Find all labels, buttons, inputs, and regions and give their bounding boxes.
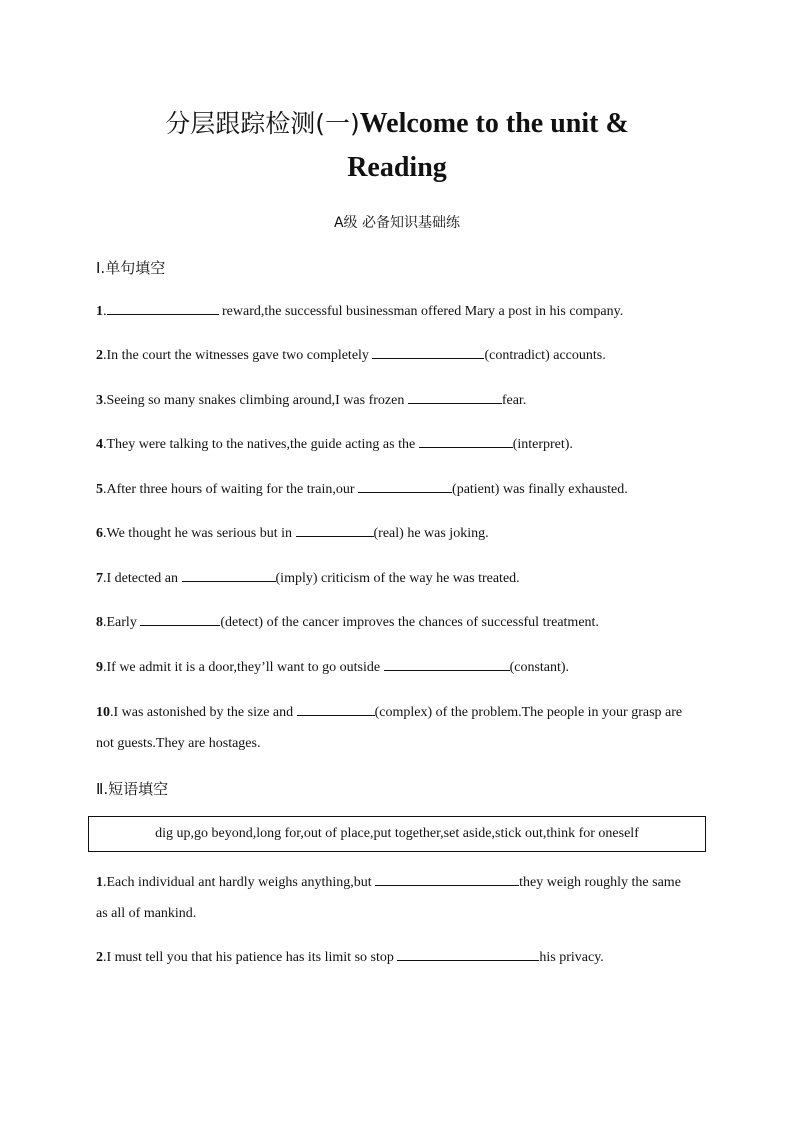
- question-5: [96, 474, 706, 505]
- question-text: .I was astonished by the size and: [110, 705, 297, 720]
- title-chinese: 分层跟踪检测(一): [165, 109, 360, 138]
- question-text: (patient) was finally exhausted.: [452, 482, 628, 497]
- question-number: 10: [96, 705, 110, 720]
- answer-blank[interactable]: [408, 391, 502, 404]
- question-text: (interpret).: [512, 437, 573, 452]
- answer-blank[interactable]: [140, 613, 220, 626]
- answer-blank[interactable]: [419, 435, 513, 448]
- question-number: 5: [96, 482, 103, 497]
- question-text: .They were talking to the natives,the guide acting as the: [103, 437, 419, 452]
- question-number: 2: [96, 950, 103, 965]
- question-text: .Seeing so many snakes climbing around,I was frozen: [103, 393, 408, 408]
- question-text: .If we admit it is a door,they’ll want to go outside: [103, 660, 384, 675]
- question-text: (constant).: [509, 660, 570, 675]
- question-2: [96, 340, 706, 371]
- answer-blank[interactable]: [375, 873, 519, 886]
- page-title-line2: Reading: [347, 152, 447, 183]
- question-text: .: [103, 304, 107, 319]
- answer-blank[interactable]: [297, 703, 375, 716]
- answer-blank[interactable]: [296, 524, 374, 537]
- question-text: .In the court the witnesses gave two completely: [103, 348, 373, 363]
- answer-blank[interactable]: [107, 302, 219, 315]
- answer-blank[interactable]: [358, 480, 452, 493]
- title-english: Welcome to the unit &: [359, 108, 629, 139]
- question-10: [96, 697, 694, 759]
- question-number: 9: [96, 660, 103, 675]
- question-text: (contradict) accounts.: [484, 348, 606, 363]
- question-8: [96, 607, 706, 638]
- answer-blank[interactable]: [384, 658, 510, 671]
- question-number: 6: [96, 526, 103, 541]
- question-text: .Each individual ant hardly weighs anything,but: [103, 875, 376, 890]
- question-1: [96, 296, 706, 327]
- question-number: 7: [96, 571, 103, 586]
- question-text: fear.: [501, 393, 527, 408]
- question-9: [96, 652, 706, 683]
- page-title-line1: [0, 104, 794, 140]
- question-number: 1: [96, 304, 103, 319]
- answer-blank[interactable]: [372, 346, 484, 359]
- question-text: .I detected an: [103, 571, 182, 586]
- section2-heading: Ⅱ.短语填空: [96, 780, 169, 798]
- question-text: .I must tell you that his patience has its limit so stop: [103, 950, 398, 965]
- question-number: 3: [96, 393, 103, 408]
- question-number: 2: [96, 348, 103, 363]
- phrase-box: dig up,go beyond,long for,out of place,put together,set aside,stick out,think for oneself: [88, 816, 706, 852]
- question-text: .We thought he was serious but in: [103, 526, 296, 541]
- question-3: [96, 385, 706, 416]
- phrase-question-2: [96, 942, 706, 973]
- question-7: [96, 563, 706, 594]
- question-text: they weigh roughly the same as all of mankind.: [96, 875, 681, 921]
- question-text: (detect) of the cancer improves the chances of successful treatment.: [220, 615, 599, 630]
- question-number: 1: [96, 875, 103, 890]
- section1-heading: Ⅰ.单句填空: [96, 259, 166, 277]
- question-text: reward,the successful businessman offered Mary a post in his company.: [218, 304, 624, 319]
- question-text: (real) he was joking.: [373, 526, 489, 541]
- question-text: .Early: [103, 615, 141, 630]
- question-4: [96, 429, 706, 460]
- question-text: (imply) criticism of the way he was treated.: [275, 571, 520, 586]
- question-6: [96, 518, 706, 549]
- question-text: (complex) of the problem.The people in your grasp are not guests.They are hostages.: [96, 705, 683, 751]
- question-number: 4: [96, 437, 103, 452]
- phrase-question-1: [96, 867, 686, 929]
- question-text: .After three hours of waiting for the train,our: [103, 482, 359, 497]
- question-number: 8: [96, 615, 103, 630]
- question-text: his privacy.: [539, 950, 604, 965]
- answer-blank[interactable]: [397, 948, 539, 961]
- level-heading: A级 必备知识基础练: [333, 215, 461, 231]
- answer-blank[interactable]: [182, 569, 276, 582]
